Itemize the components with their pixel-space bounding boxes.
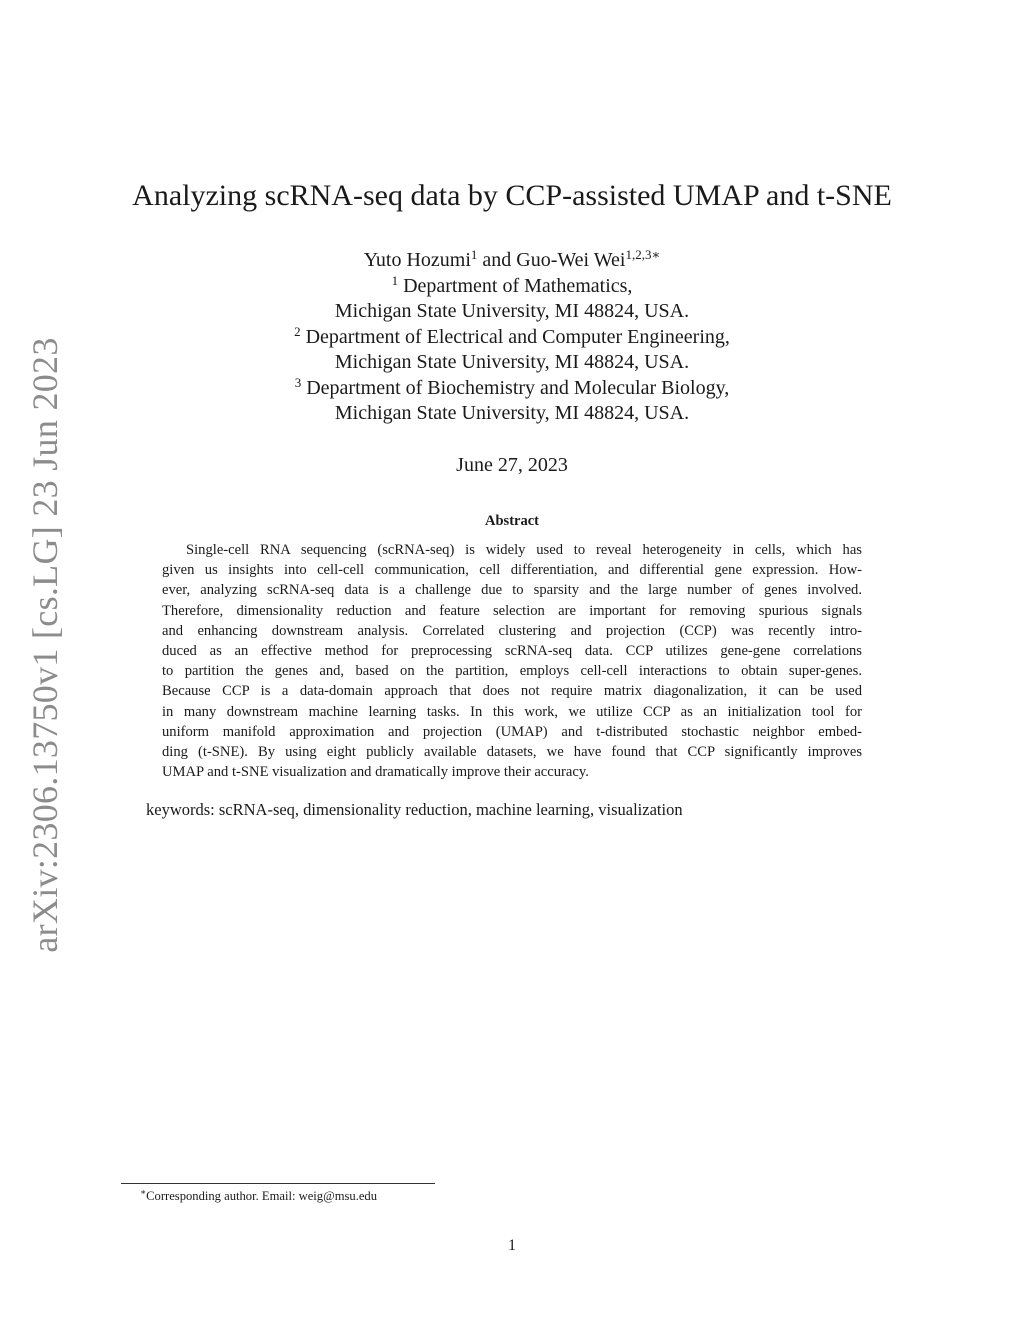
abstract-line: Because CCP is a data-domain approach that does not require matrix diagonalization, it can be used [162,683,862,700]
abstract-body [162,540,862,782]
abstract-line: given us insights into cell-cell communication, cell differentiation, and differential gene expression. How- [162,562,862,579]
abstract-line: Therefore, dimensionality reduction and feature selection are important for removing spurious signals [162,602,862,619]
author-name-wei: Guo-Wei Wei [516,249,626,271]
affiliation-department-text: Department of Electrical and Computer Engineering, [300,325,730,348]
abstract-line: ding (t-SNE). By using eight publicly available datasets, we have found that CCP significantly improves [162,744,862,761]
corresponding-author-footnote [140,1188,377,1204]
affiliation-mark: 2 [294,323,301,339]
abstract-line: Single-cell RNA sequencing (scRNA-seq) is widely used to reveal heterogeneity in cells, which has [186,542,862,558]
arxiv-identifier-stamp: arXiv:2306.13750v1 [cs.LG] 23 Jun 2023 [25,337,65,953]
abstract-heading: Abstract [485,513,539,529]
abstract-line: duced as an effective method for preprocessing scRNA-seq data. CCP utilizes gene-gene correlations [162,643,862,660]
author-block [0,248,1024,427]
abstract-line: uniform manifold approximation and projection (UMAP) and t-distributed stochastic neighbor embed- [162,723,862,740]
abstract-line: and enhancing downstream analysis. Correlated clustering and projection (CCP) was recently intro- [162,622,862,639]
affiliation-department-text: Department of Mathematics, [398,274,633,297]
abstract-line: to partition the genes and, based on the partition, employs cell-cell interactions to obtain super-genes. [162,663,862,680]
publication-date: June 27, 2023 [456,454,568,476]
author-affiliation-mark: 1 [470,247,478,262]
affiliation-address: Michigan State University, MI 48824, USA. [334,300,690,322]
keywords-line: keywords: scRNA-seq, dimensionality reduction, machine learning, visualization [146,800,683,819]
footnote-divider [121,1183,435,1184]
author-affiliation-mark: 1,2,3∗ [625,247,661,262]
affiliation-department [0,325,1024,351]
footnote-text: Corresponding author. Email: weig@msu.edu [146,1189,378,1203]
abstract-line: in many downstream machine learning tasks. In this work, we utilize CCP as an initialization tool for [162,703,862,720]
abstract-line: UMAP and t-SNE visualization and dramatically improve their accuracy. [162,764,589,781]
footnote-marker: ∗ [140,1187,147,1197]
affiliation-address: Michigan State University, MI 48824, USA. [334,402,690,424]
author-name-hozumi: Yuto Hozumi [363,249,471,271]
affiliation-department-text: Department of Biochemistry and Molecular Biology, [301,376,730,399]
paper-title: Analyzing scRNA-seq data by CCP-assisted UMAP and t-SNE [132,179,892,212]
page-number: 1 [508,1237,516,1254]
affiliation-address: Michigan State University, MI 48824, USA. [334,351,690,373]
affiliation-department [0,376,1024,402]
affiliation-mark: 3 [294,374,302,390]
affiliation-department [0,274,1024,300]
affiliation-mark: 1 [391,272,399,288]
author-conjunction: and [477,249,517,271]
author-line [0,248,1024,274]
abstract-line: ever, analyzing scRNA-seq data is a challenge due to sparsity and the large number of genes involved. [162,582,862,599]
